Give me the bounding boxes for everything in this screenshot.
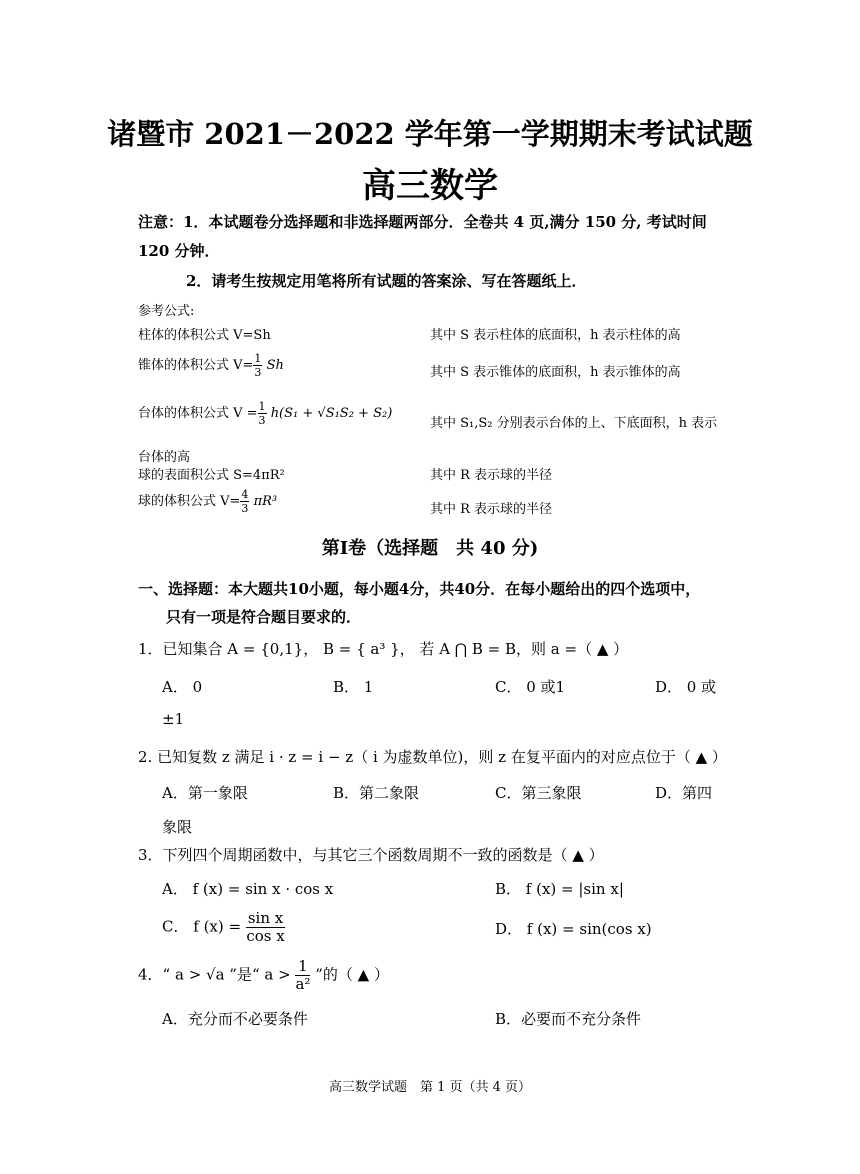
formula-frustum-fraction: $\frac{1}{3}$: [258, 400, 266, 427]
question-2-option-d-wrap: 象限: [162, 818, 193, 836]
formula-cone-tail: Sh: [266, 358, 284, 373]
formula-frustum-desc: 其中 S₁,S₂ 分别表示台体的上、下底面积，h 表示: [430, 416, 718, 431]
formula-sphere-vol-label: 球的体积公式 V=: [138, 494, 241, 509]
formula-frustum-tail: h(S₁ + √S₁S₂ + S₂): [270, 406, 393, 421]
question-1-option-c: C． 0 或1: [495, 678, 566, 696]
formula-cone-label: 锥体的体积公式 V=: [138, 358, 254, 373]
question-2-stem: 2. 已知复数 z 满足 i · z = i − z（ i 为虚数单位)，则 z 在复平面内的对应点位于（ ▲ ）: [138, 748, 727, 766]
section-instruction-1: 一、选择题：本大题共10小题，每小题4分，共40分．在每小题给出的四个选项中，: [138, 580, 701, 598]
formula-sphere-vol-fraction: $\frac{4}{3}$: [241, 488, 249, 515]
question-1-option-d: D． 0 或: [655, 678, 717, 696]
question-2-option-d: D．第四: [655, 784, 713, 802]
formula-frustum: [138, 400, 392, 427]
formula-sphere-area: 球的表面积公式 S=4πR²: [138, 468, 285, 483]
exam-title: 诸暨市 2021－2022 学年第一学期期末考试试题: [107, 117, 753, 151]
formula-cone-fraction: $\frac{1}{3}$: [254, 352, 262, 379]
formula-cone: [138, 352, 284, 379]
formula-prism-desc: 其中 S 表示柱体的底面积，h 表示柱体的高: [430, 328, 681, 343]
formula-heading: 参考公式:: [138, 304, 195, 319]
formula-cone-desc: 其中 S 表示锥体的底面积，h 表示锥体的高: [430, 365, 681, 380]
note-line-1b: 120 分钟．: [138, 242, 220, 260]
question-3-option-c-fraction: $\frac{\text{sin x}}{\text{cos x}}$: [246, 909, 285, 945]
formula-sphere-vol-desc: 其中 R 表示球的半径: [430, 502, 553, 517]
note-line-1: 注意：1．本试题卷分选择题和非选择题两部分．全卷共 4 页,满分 150 分, 考试时间: [138, 213, 707, 231]
question-4-stem-pre: 4．“ a > √a ”是“ a >: [138, 965, 291, 984]
question-4-option-a: A．充分而不必要条件: [162, 1010, 308, 1028]
section-instruction-2: 只有一项是符合题目要求的．: [166, 608, 362, 626]
question-4-stem-post: ”的（ ▲ ）: [315, 965, 389, 984]
question-3-stem: 3．下列四个周期函数中，与其它三个函数周期不一致的函数是（ ▲ ）: [138, 846, 604, 864]
question-3-option-d: D． f (x) = sin(cos x): [495, 920, 652, 938]
question-1-option-d-wrap: ±1: [162, 710, 185, 728]
question-3-option-c-label: C． f (x) =: [162, 917, 242, 936]
question-3-option-b: B． f (x) = |sin x|: [495, 880, 624, 898]
question-2-option-a: A．第一象限: [162, 784, 248, 802]
question-3-option-a: A． f (x) = sin x · cos x: [162, 880, 334, 898]
question-3-option-c: [162, 910, 285, 945]
formula-frustum-desc-2: 台体的高: [138, 450, 191, 465]
question-2-option-b: B．第二象限: [333, 784, 420, 802]
question-4-stem: [138, 958, 389, 993]
question-4-option-b: B．必要而不充分条件: [495, 1010, 642, 1028]
formula-frustum-label: 台体的体积公式 V =: [138, 406, 258, 421]
formula-sphere-area-desc: 其中 R 表示球的半径: [430, 468, 553, 483]
question-2-option-c: C．第三象限: [495, 784, 582, 802]
section-title: 第Ⅰ卷（选择题 共 40 分): [321, 538, 539, 559]
question-1-option-a: A． 0: [162, 678, 203, 696]
formula-sphere-vol-tail: πR³: [253, 494, 278, 509]
exam-subject: 高三数学: [362, 166, 498, 206]
formula-sphere-vol: [138, 488, 277, 515]
question-1-stem: 1．已知集合 A = {0,1}， B = { a³ }， 若 A ⋂ B = B，则 a =（ ▲ ）: [138, 640, 629, 658]
page-footer: 高三数学试题 第 1 页（共 4 页）: [328, 1080, 532, 1095]
question-4-fraction: $\frac{1}{\text{a²}}$: [295, 957, 311, 993]
formula-prism: 柱体的体积公式 V=Sh: [138, 328, 271, 343]
note-line-2: 2．请考生按规定用笔将所有试题的答案涂、写在答题纸上．: [186, 272, 587, 290]
question-1-option-b: B． 1: [333, 678, 374, 696]
